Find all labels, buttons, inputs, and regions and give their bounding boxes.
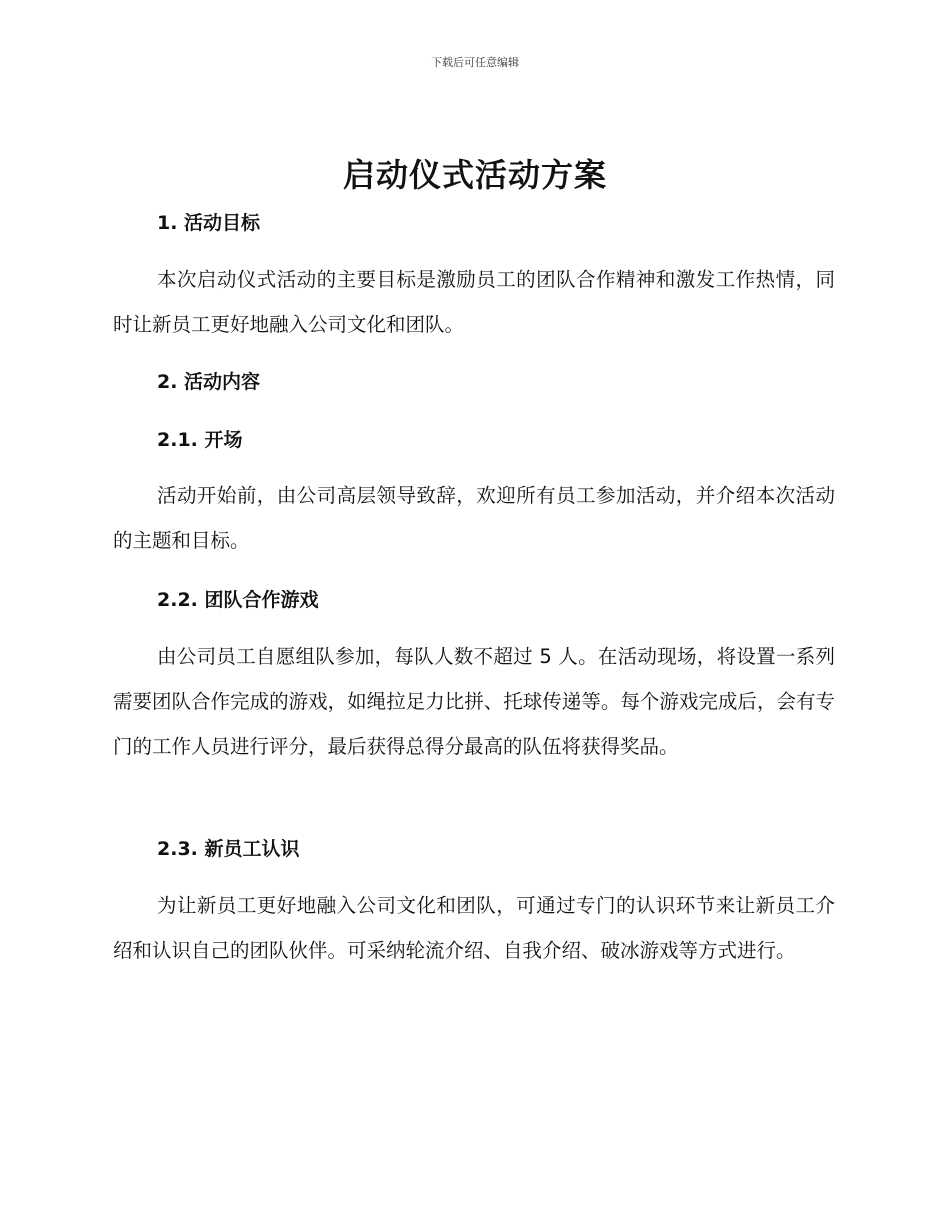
- section-heading-team-games: 2.2. 团队合作游戏: [157, 589, 319, 611]
- section-heading-goal: 1. 活动目标: [157, 212, 261, 234]
- paragraph-new-staff: 为让新员工更好地融入公司文化和团队，可通过专门的认识环节来让新员工介绍和认识自己的团队伙伴。可采纳轮流介绍、自我介绍、破冰游戏等方式进行。: [113, 894, 835, 962]
- document-title: 启动仪式活动方案: [342, 156, 607, 194]
- section-heading-content: 2. 活动内容: [157, 371, 261, 393]
- paragraph-team-games: 由公司员工自愿组队参加，每队人数不超过 5 人。在活动现场，将设置一系列需要团队合作完成的游戏，如绳拉足力比拼、托球传递等。每个游戏完成后，会有专门的工作人员进行评分，最后获得总得分最高的队伍将获得奖品。: [113, 645, 835, 758]
- page-header-note: 下载后可任意编辑: [431, 56, 519, 69]
- section-heading-opening: 2.1. 开场: [157, 429, 243, 451]
- section-heading-new-staff: 2.3. 新员工认识: [157, 838, 300, 860]
- paragraph-opening: 活动开始前，由公司高层领导致辞，欢迎所有员工参加活动，并介绍本次活动的主题和目标。: [113, 484, 835, 552]
- paragraph-goal: 本次启动仪式活动的主要目标是激励员工的团队合作精神和激发工作热情，同时让新员工更好地融入公司文化和团队。: [113, 268, 835, 336]
